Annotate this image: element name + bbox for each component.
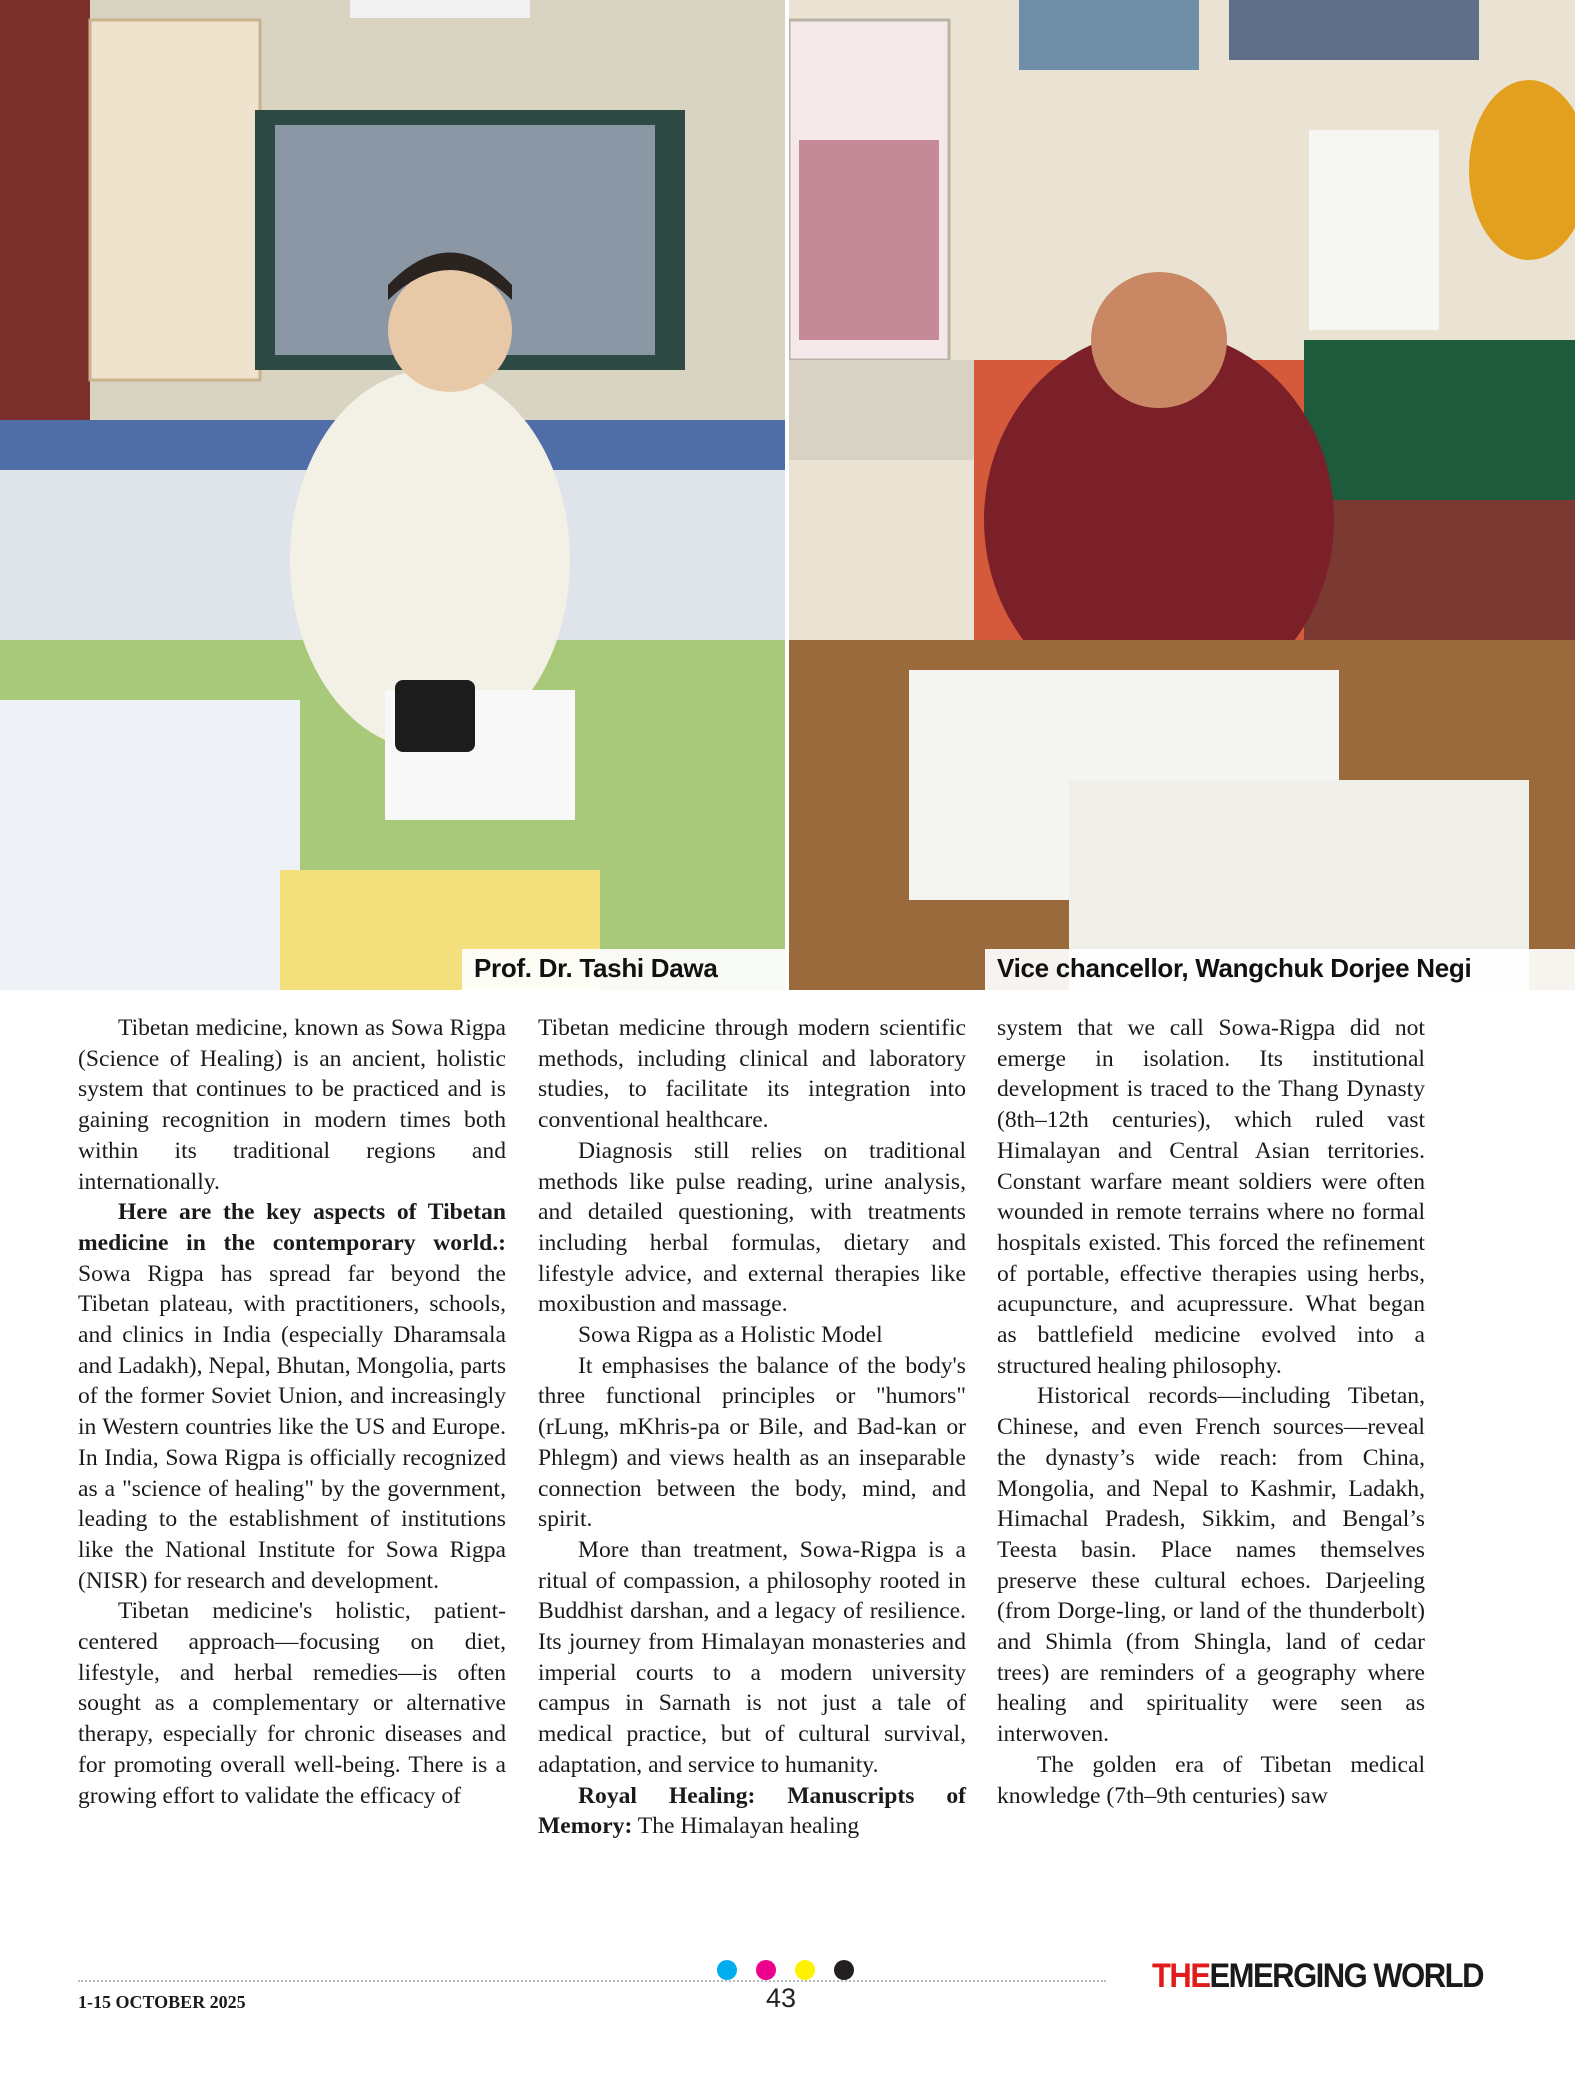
paragraph: It emphasises the balance of the body's three functional principles or "humors" (rLung, mKhris-pa or Bile, and Bad-kan or Phlegm) and views health as an inseparable connection between the body, mind, and spirit. (538, 1352, 966, 1533)
paragraph-text: Sowa Rigpa has spread far beyond the Tibetan plateau, with practitioners, schools, and clinics in India (especially Dharamsala and Ladakh), Nepal, Bhutan, Mongolia, parts of the former Soviet Union, and increasingly in Western countries like the US and Europe. In India, Sowa Rigpa is officially recognized as a "science of healing" by the government, leading to the establishment of institutions like the National Institute for Sowa Rigpa (NISR) for research and development. (78, 1260, 506, 1594)
registration-dot-black (834, 1960, 854, 1980)
issue-date: 1-15 OCTOBER 2025 (78, 1992, 246, 2012)
footer-divider (78, 1980, 1106, 1982)
paragraph-lead-in: Here are the key aspects of Tibetan medicine in the contemporary world.: (78, 1199, 506, 1256)
publication-logo (1152, 1956, 1483, 1996)
article-column-1 (78, 1013, 506, 1811)
paragraph: Historical records—including Tibetan, Chinese, and even French sources—reveal the dynasty’s wide reach: from China, Mongolia, and Nepal to Kashmir, Ladakh, Himachal Pradesh, Sikkim, and Bengal’s Teesta basin. Place names themselves preserve these cultural echoes. Darjeeling (from Dorge-ling, or land of the thunderbolt) and Shimla (from Shingla, land of cedar trees) are reminders of a geography where healing and spirituality were seen as interwoven. (997, 1383, 1425, 1748)
office-scene-right (789, 0, 1575, 990)
paragraph-text: The Himalayan healing (632, 1813, 860, 1840)
registration-dot-magenta (756, 1960, 776, 1980)
paragraph: Tibetan medicine, known as Sowa Rigpa (Science of Healing) is an ancient, holistic system that continues to be practiced and is gaining recognition in modern times both within its traditional regions and internationally. (78, 1015, 506, 1195)
registration-dot-cyan (717, 1960, 737, 1980)
article-column-3 (997, 1013, 1425, 1811)
paragraph: Diagnosis still relies on traditional methods like pulse reading, urine analysis, and detailed questioning, with treatments including herbal formulas, dietary and lifestyle advice, and external therapies like moxibustion and massage. (538, 1137, 966, 1318)
paragraph: More than treatment, Sowa-Rigpa is a ritual of compassion, a philosophy rooted in Buddhist darshan, and a legacy of resilience. Its journey from Himalayan monasteries and imperial courts to a modern university campus in Sarnath is not just a tale of medical practice, but of cultural survival, adaptation, and service to humanity. (538, 1536, 966, 1778)
subheading: Sowa Rigpa as a Holistic Model (578, 1322, 883, 1349)
photo-caption-right: Vice chancellor, Wangchuk Dorjee Negi (985, 949, 1575, 990)
paragraph: system that we call Sowa-Rigpa did not emerge in isolation. Its institutional development is traced to the Thang Dynasty (8th–12th centuries), which ruled vast Himalayan and Central Asian territories. Constant warfare meant soldiers were often wounded in remote terrains where no formal hospitals existed. This forced the refinement of portable, effective therapies using herbs, acupuncture, and acupressure. What began as battlefield medicine evolved into a structured healing philosophy. (997, 1015, 1425, 1379)
photo-wangchuk-dorjee-negi (789, 0, 1575, 990)
paragraph (78, 1197, 506, 1596)
photo-prof-tashi-dawa (0, 0, 785, 990)
paragraph-lead-in: Royal Healing: Manuscripts of Memory: (538, 1782, 966, 1840)
article-column-2 (538, 1013, 966, 1842)
paragraph: The golden era of Tibetan medical knowledge (7th–9th centuries) saw (997, 1751, 1425, 1809)
photo-caption-left: Prof. Dr. Tashi Dawa (462, 949, 785, 990)
registration-dot-yellow (795, 1960, 815, 1980)
office-scene-left (0, 0, 785, 990)
page-number: 43 (766, 1983, 797, 2013)
logo-name: EMERGING WORLD (1209, 1956, 1483, 1995)
paragraph: Tibetan medicine's holistic, patient-centered approach—focusing on diet, lifestyle, and herbal remedies—is often sought as a complementary or alternative therapy, especially for chronic diseases and for promoting overall well-being. There is a growing effort to validate the efficacy of (78, 1598, 506, 1809)
logo-the: THE (1152, 1956, 1210, 1995)
paragraph: Tibetan medicine through modern scientific methods, including clinical and laboratory studies, to facilitate its integration into conventional healthcare. (538, 1015, 966, 1134)
paragraph (538, 1781, 966, 1842)
